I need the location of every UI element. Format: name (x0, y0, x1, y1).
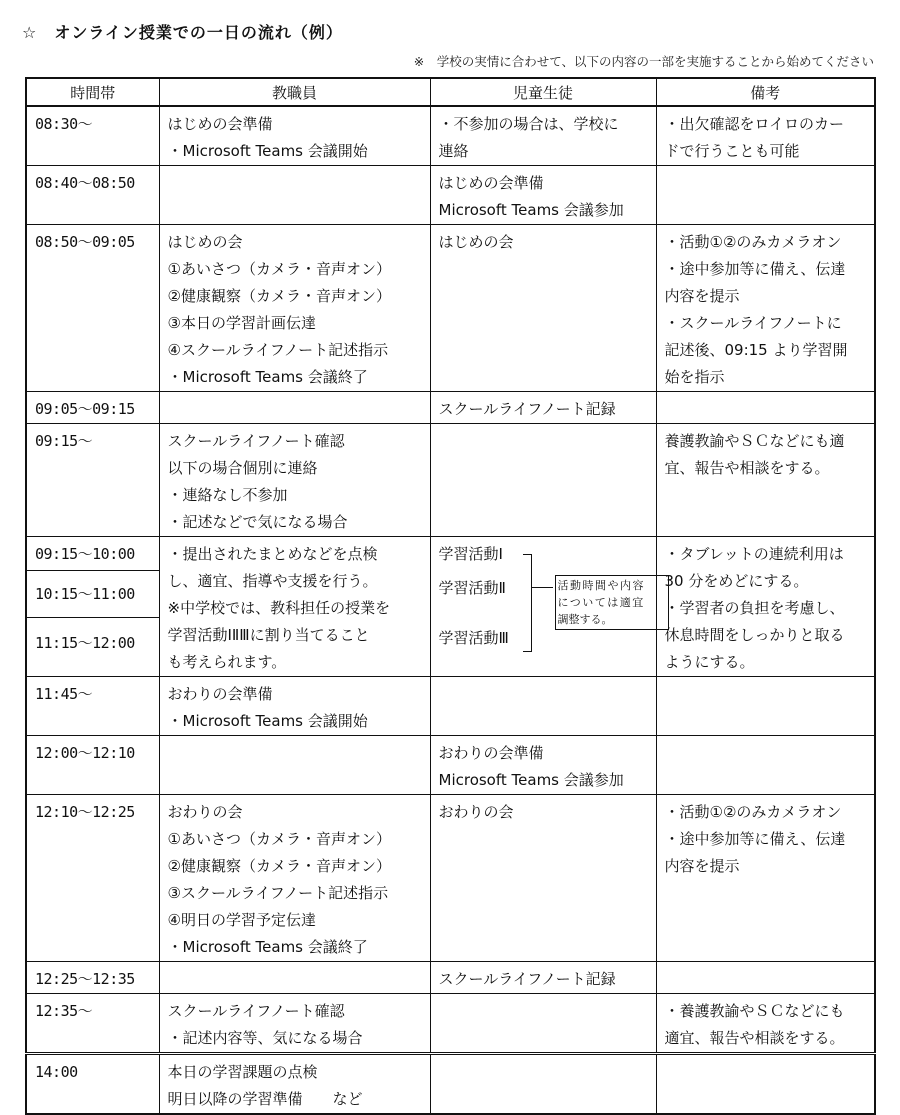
students-cell (430, 166, 656, 225)
staff-cell (159, 537, 430, 677)
bracket-pointer (531, 587, 553, 588)
students-cell (430, 994, 656, 1054)
cell-line: 以下の場合個別に連絡 (167, 459, 318, 477)
notes-cell (656, 994, 875, 1054)
cell-line: はじめの会準備 (438, 174, 544, 192)
cell-line: ・学習者の負担を考慮し、 (664, 599, 845, 617)
cell-line: 内容を提示 (664, 857, 740, 875)
notes-cell (656, 166, 875, 225)
table-row (26, 795, 875, 962)
time-cell: 12:35～ (26, 994, 159, 1054)
notes-cell (656, 962, 875, 994)
cell-line: 適宜、報告や相談をする。 (664, 1029, 845, 1047)
cell-line: ・記述内容等、気になる場合 (167, 1029, 363, 1047)
activity-2: 学習活動Ⅱ (438, 579, 506, 597)
staff-cell (159, 166, 430, 225)
staff-cell (159, 677, 430, 736)
time-cell: 12:25～12:35 (26, 962, 159, 994)
cell-line: スクールライフノート記録 (438, 970, 616, 988)
cell-line: ・Microsoft Teams 会議終了 (167, 938, 368, 956)
header-time: 時間帯 (26, 78, 159, 106)
cell-line: ・Microsoft Teams 会議開始 (167, 712, 368, 730)
time-cell: 12:10～12:25 (26, 795, 159, 962)
document-title: ☆ オンライン授業での一日の流れ（例） (22, 23, 343, 42)
cell-line: Microsoft Teams 会議参加 (438, 771, 624, 789)
cell-line: ・提出されたまとめなどを点検 (167, 545, 378, 563)
activity-1: 学習活動Ⅰ (438, 545, 503, 563)
notes-cell (656, 392, 875, 424)
cell-line: ・活動①②のみカメラオン (664, 233, 842, 251)
table-row (26, 994, 875, 1054)
cell-line: し、適宜、指導や支援を行う。 (167, 572, 378, 590)
notes-cell (656, 795, 875, 962)
cell-line: Microsoft Teams 会議参加 (438, 201, 624, 219)
cell-line: 活動時間や内容 (557, 579, 645, 592)
cell-line: おわりの会 (167, 803, 243, 821)
cell-line: 本日の学習課題の点検 (167, 1063, 318, 1081)
cell-line: ①あいさつ（カメラ・音声オン） (167, 830, 391, 848)
cell-line: ③本日の学習計画伝達 (167, 314, 316, 332)
staff-cell (159, 106, 430, 166)
activity-adjust-note (555, 575, 669, 630)
staff-cell (159, 225, 430, 392)
table-row (26, 537, 875, 571)
cell-line: 休息時間をしっかりと取る (664, 626, 845, 644)
students-cell (430, 225, 656, 392)
cell-line: スクールライフノート確認 (167, 1002, 345, 1020)
time-cell: 09:05～09:15 (26, 392, 159, 424)
header-row (26, 78, 875, 106)
table-row (26, 962, 875, 994)
staff-cell (159, 1054, 430, 1115)
time-cell: 11:45～ (26, 677, 159, 736)
cell-line: ④スクールライフノート記述指示 (167, 341, 389, 359)
time-cell: 14:00 (26, 1054, 159, 1115)
cell-line: ・養護教諭やＳＣなどにも (664, 1002, 845, 1020)
cell-line: ・活動①②のみカメラオン (664, 803, 842, 821)
cell-line: ようにする。 (664, 653, 755, 671)
staff-cell (159, 736, 430, 795)
table-row (26, 736, 875, 795)
students-cell (430, 736, 656, 795)
header-students: 児童生徒 (430, 78, 656, 106)
cell-line: 内容を提示 (664, 287, 740, 305)
cell-line: ・不参加の場合は、学校に (438, 115, 619, 133)
cell-line: はじめの会 (438, 233, 514, 251)
staff-cell (159, 795, 430, 962)
table-row (26, 424, 875, 537)
students-cell (430, 106, 656, 166)
cell-line: ・記述などで気になる場合 (167, 513, 348, 531)
notes-cell (656, 225, 875, 392)
cell-line: はじめの会 (167, 233, 243, 251)
table-row (26, 677, 875, 736)
cell-line: スクールライフノート記録 (438, 400, 616, 418)
cell-line: ①あいさつ（カメラ・音声オン） (167, 260, 391, 278)
cell-line: ※中学校では、教科担任の授業を (167, 599, 391, 617)
notes-cell (656, 736, 875, 795)
notes-cell (656, 537, 875, 677)
table-row (26, 106, 875, 166)
table-row (26, 392, 875, 424)
cell-line: 明日以降の学習準備 など (167, 1090, 363, 1108)
cell-line: ④明日の学習予定伝達 (167, 911, 316, 929)
cell-line: 記述後、09:15 より学習開 (664, 341, 848, 359)
time-cell: 12:00～12:10 (26, 736, 159, 795)
schedule-table (25, 77, 876, 1115)
cell-line: ・途中参加等に備え、伝達 (664, 830, 846, 848)
cell-line: 学習活動ⅠⅡⅢに割り当てること (167, 626, 370, 644)
students-cell (430, 1054, 656, 1115)
students-cell (430, 962, 656, 994)
cell-line: スクールライフノート確認 (167, 432, 345, 450)
cell-line: ・Microsoft Teams 会議終了 (167, 368, 368, 386)
time-cell: 08:30～ (26, 106, 159, 166)
time-cell: 10:15～11:00 (26, 570, 159, 617)
header-staff: 教職員 (159, 78, 430, 106)
instruction-note: ※ 学校の実情に合わせて、以下の内容の一部を実施することから始めてください (413, 54, 874, 69)
cell-line: ・途中参加等に備え、伝達 (664, 260, 846, 278)
cell-line: おわりの会準備 (167, 685, 273, 703)
table-row (26, 225, 875, 392)
cell-line: 連絡 (438, 142, 469, 160)
notes-cell (656, 424, 875, 537)
table-row (26, 1054, 875, 1115)
staff-cell (159, 962, 430, 994)
students-cell (430, 677, 656, 736)
cell-line: おわりの会準備 (438, 744, 544, 762)
cell-line: ②健康観察（カメラ・音声オン） (167, 287, 391, 305)
cell-line: ・出欠確認をロイロのカー (664, 115, 845, 133)
students-cell (430, 795, 656, 962)
cell-line: おわりの会 (438, 803, 514, 821)
students-cell (430, 424, 656, 537)
cell-line: ・連絡なし不参加 (167, 486, 288, 504)
staff-cell (159, 424, 430, 537)
notes-cell (656, 677, 875, 736)
cell-line: ②健康観察（カメラ・音声オン） (167, 857, 391, 875)
notes-cell (656, 1054, 875, 1115)
time-cell: 08:40～08:50 (26, 166, 159, 225)
time-cell: 09:15～10:00 (26, 537, 159, 571)
cell-line: 始を指示 (664, 368, 725, 386)
cell-line: 養護教諭やＳＣなどにも適 (664, 432, 845, 450)
table-row (26, 166, 875, 225)
cell-line: ・スクールライフノートに (664, 314, 842, 332)
cell-line: 30 分をめどにする。 (664, 572, 809, 590)
activity-3: 学習活動Ⅲ (438, 629, 509, 647)
cell-line: はじめの会準備 (167, 115, 273, 133)
cell-line: については適宜 (557, 596, 645, 609)
students-cell (430, 537, 656, 677)
header-notes: 備考 (656, 78, 875, 106)
cell-line: ・タブレットの連続利用は (664, 545, 844, 563)
staff-cell (159, 392, 430, 424)
notes-cell (656, 106, 875, 166)
time-cell: 09:15～ (26, 424, 159, 537)
cell-line: も考えられます。 (167, 653, 287, 671)
cell-line: ③スクールライフノート記述指示 (167, 884, 389, 902)
students-cell (430, 392, 656, 424)
cell-line: ドで行うことも可能 (664, 142, 800, 160)
activity-group (439, 541, 656, 645)
staff-cell (159, 994, 430, 1054)
cell-line: ・Microsoft Teams 会議開始 (167, 142, 368, 160)
time-cell: 11:15～12:00 (26, 617, 159, 676)
cell-line: 宜、報告や相談をする。 (664, 459, 830, 477)
cell-line: 調整する。 (557, 613, 613, 626)
time-cell: 08:50～09:05 (26, 225, 159, 392)
activity-bracket (523, 554, 532, 652)
